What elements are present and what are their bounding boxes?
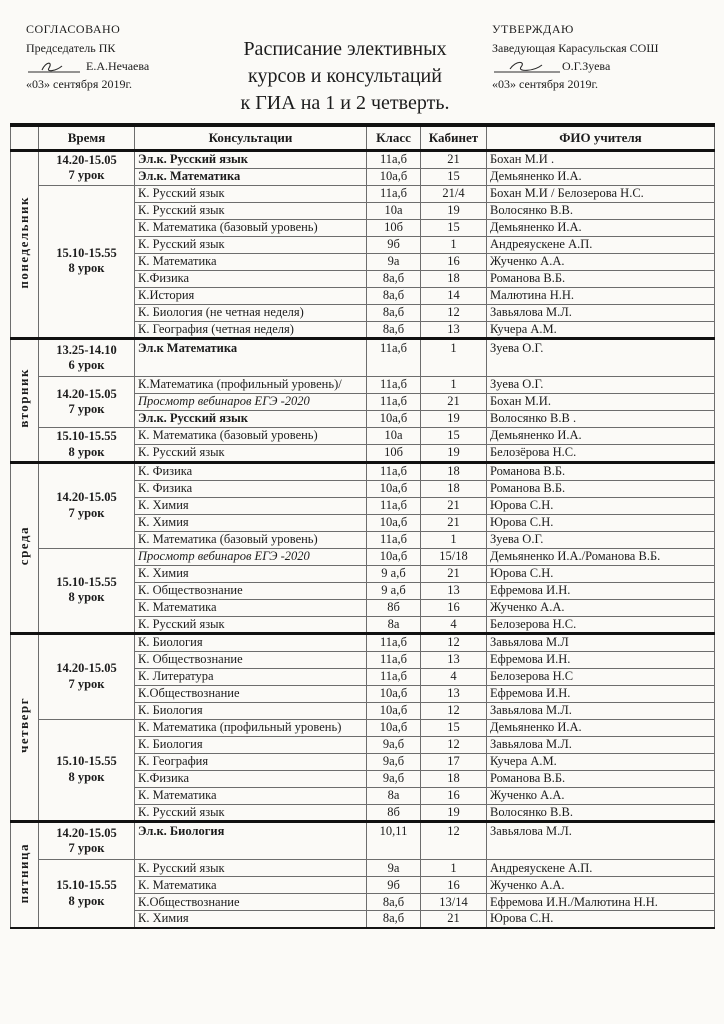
teacher-cell: Андреяускене А.П.	[487, 860, 715, 877]
room-cell: 21	[421, 514, 487, 531]
time-cell	[39, 377, 135, 428]
course-cell: К.Физика	[135, 770, 367, 787]
course-cell: К.Обществознание	[135, 685, 367, 702]
class-cell: 10а,б	[367, 480, 421, 497]
teacher-cell: Демьяненко И.А.	[487, 428, 715, 445]
course-cell: К. Математика	[135, 877, 367, 894]
class-cell: 11а,б	[367, 651, 421, 668]
schedule-row	[11, 719, 715, 736]
course-cell: Эл.к. Математика	[135, 168, 367, 185]
course-cell: К. Русский язык	[135, 616, 367, 634]
room-cell: 21	[421, 151, 487, 169]
lesson-number: 8 урок	[68, 590, 105, 605]
schedule-table	[10, 123, 715, 929]
course-cell: К. Русский язык	[135, 202, 367, 219]
room-cell: 17	[421, 753, 487, 770]
class-cell: 8а	[367, 787, 421, 804]
class-cell: 10а,б	[367, 719, 421, 736]
class-cell: 10б	[367, 445, 421, 463]
class-cell: 8а	[367, 616, 421, 634]
room-cell: 15	[421, 219, 487, 236]
room-cell: 13	[421, 582, 487, 599]
course-cell: К. Химия	[135, 565, 367, 582]
lesson-number: 7 урок	[68, 402, 105, 417]
teacher-cell: Завьялова М.Л.	[487, 736, 715, 753]
signature-left-icon	[26, 59, 82, 75]
time-cell	[39, 428, 135, 463]
col-header-class: Класс	[367, 125, 421, 151]
agreed-block	[10, 20, 198, 94]
schedule-row	[11, 151, 715, 169]
class-cell: 11а,б	[367, 377, 421, 394]
time-cell	[39, 634, 135, 720]
room-cell: 21	[421, 911, 487, 928]
course-cell: К. Математика	[135, 599, 367, 616]
teacher-cell: Романова В.Б.	[487, 480, 715, 497]
teacher-cell: Жученко А.А.	[487, 877, 715, 894]
page-title-line-3: к ГИА на 1 и 2 четверть.	[240, 92, 450, 114]
approved-role: Заведующая Карасульская СОШ	[492, 40, 659, 55]
class-cell: 8а,б	[367, 911, 421, 928]
class-cell: 10а,б	[367, 702, 421, 719]
room-cell: 19	[421, 445, 487, 463]
agreed-title: СОГЛАСОВАНО	[26, 22, 121, 36]
class-cell: 8а,б	[367, 287, 421, 304]
class-cell: 10б	[367, 219, 421, 236]
class-cell: 10а,б	[367, 411, 421, 428]
course-cell: К. Математика	[135, 787, 367, 804]
day-label: среда	[16, 526, 32, 566]
teacher-cell: Жученко А.А.	[487, 599, 715, 616]
time-range: 15.10-15.55	[56, 878, 117, 893]
schedule-row	[11, 428, 715, 445]
course-cell: Эл.к Математика	[135, 339, 367, 377]
course-cell: Эл.к. Русский язык	[135, 151, 367, 169]
teacher-cell: Романова В.Б.	[487, 462, 715, 480]
room-cell: 13	[421, 685, 487, 702]
class-cell: 11а,б	[367, 185, 421, 202]
class-cell: 11а,б	[367, 634, 421, 652]
time-cell	[39, 822, 135, 860]
room-cell: 1	[421, 339, 487, 377]
course-cell: К. Химия	[135, 497, 367, 514]
course-cell: К. Физика	[135, 480, 367, 497]
lesson-number: 8 урок	[68, 261, 105, 276]
time-range: 15.10-15.55	[56, 574, 117, 589]
teacher-cell: Белозерова Н.С.	[487, 616, 715, 634]
course-cell: Эл.к. Биология	[135, 822, 367, 860]
time-range: 14.20-15.05	[56, 825, 117, 840]
lesson-number: 7 урок	[68, 676, 105, 691]
room-cell: 13/14	[421, 894, 487, 911]
time-range: 14.20-15.05	[56, 490, 117, 505]
col-header-time: Время	[39, 125, 135, 151]
course-cell: К. География	[135, 753, 367, 770]
teacher-cell: Кучера А.М.	[487, 753, 715, 770]
class-cell: 9а	[367, 860, 421, 877]
table-header-row	[11, 125, 715, 151]
course-cell: К. Математика (базовый уровень)	[135, 531, 367, 548]
time-range: 15.10-15.55	[56, 245, 117, 260]
agreed-name: Е.А.Нечаева	[86, 58, 150, 73]
corner-cell	[11, 125, 39, 151]
class-cell: 9 а,б	[367, 565, 421, 582]
course-cell: К. Биология	[135, 634, 367, 652]
schedule-row	[11, 185, 715, 202]
room-cell: 21	[421, 394, 487, 411]
time-range: 13.25-14.10	[56, 342, 117, 357]
teacher-cell: Бохан М.И .	[487, 151, 715, 169]
room-cell: 14	[421, 287, 487, 304]
course-cell: К. Математика	[135, 253, 367, 270]
schedule-row	[11, 634, 715, 652]
schedule-row	[11, 822, 715, 860]
course-cell: К. Математика (профильный уровень)	[135, 719, 367, 736]
teacher-cell: Кучера А.М.	[487, 321, 715, 339]
teacher-cell: Демьяненко И.А.	[487, 219, 715, 236]
class-cell: 10а,б	[367, 514, 421, 531]
course-cell: К. Биология	[135, 702, 367, 719]
room-cell: 4	[421, 668, 487, 685]
course-cell: К. Литература	[135, 668, 367, 685]
teacher-cell: Ефремова И.Н.	[487, 582, 715, 599]
course-cell: К.Обществознание	[135, 894, 367, 911]
teacher-cell: Малютина Н.Н.	[487, 287, 715, 304]
teacher-cell: Зуева О.Г.	[487, 531, 715, 548]
time-cell	[39, 548, 135, 634]
day-label: понедельник	[16, 196, 32, 289]
time-range: 15.10-15.55	[56, 754, 117, 769]
teacher-cell: Завьялова М.Л	[487, 634, 715, 652]
course-cell: К. Химия	[135, 911, 367, 928]
class-cell: 10,11	[367, 822, 421, 860]
course-cell: Просмотр вебинаров ЕГЭ -2020	[135, 548, 367, 565]
agreed-date: «03» сентября 2019г.	[26, 77, 133, 92]
room-cell: 1	[421, 236, 487, 253]
course-cell: К. Русский язык	[135, 236, 367, 253]
teacher-cell: Волосянко В.В .	[487, 411, 715, 428]
lesson-number: 7 урок	[68, 841, 105, 856]
teacher-cell: Юрова С.Н.	[487, 565, 715, 582]
class-cell: 9а	[367, 253, 421, 270]
class-cell: 9б	[367, 877, 421, 894]
course-cell: Просмотр вебинаров ЕГЭ -2020	[135, 394, 367, 411]
page-title-line-1: Расписание элективных	[243, 38, 447, 60]
teacher-cell: Юрова С.Н.	[487, 497, 715, 514]
schedule-row	[11, 462, 715, 480]
time-range: 14.20-15.05	[56, 661, 117, 676]
course-cell: К.Математика (профильный уровень)/	[135, 377, 367, 394]
teacher-cell: Ефремова И.Н.	[487, 651, 715, 668]
teacher-cell: Белозёрова Н.С.	[487, 445, 715, 463]
signature-right-icon	[492, 59, 562, 75]
page-title	[198, 20, 492, 117]
room-cell: 19	[421, 202, 487, 219]
class-cell: 9б	[367, 236, 421, 253]
class-cell: 11а,б	[367, 151, 421, 169]
teacher-cell: Волосянко В.В.	[487, 202, 715, 219]
time-cell	[39, 339, 135, 377]
teacher-cell: Юрова С.Н.	[487, 911, 715, 928]
course-cell: Эл.к. Русский язык	[135, 411, 367, 428]
class-cell: 11а,б	[367, 394, 421, 411]
approved-signature-row	[492, 57, 714, 75]
room-cell: 13	[421, 651, 487, 668]
room-cell: 1	[421, 377, 487, 394]
teacher-cell: Андреяускене А.П.	[487, 236, 715, 253]
agreed-signature-row	[26, 57, 198, 75]
approved-title: УТВЕРЖДАЮ	[492, 22, 574, 36]
day-cell	[11, 151, 39, 339]
class-cell: 8а,б	[367, 270, 421, 287]
course-cell: К. Русский язык	[135, 860, 367, 877]
teacher-cell: Завьялова М.Л.	[487, 304, 715, 321]
course-cell: К. География (четная неделя)	[135, 321, 367, 339]
teacher-cell: Белозерова Н.С	[487, 668, 715, 685]
day-cell	[11, 462, 39, 633]
class-cell: 11а,б	[367, 668, 421, 685]
course-cell: К. Русский язык	[135, 185, 367, 202]
course-cell: К.Физика	[135, 270, 367, 287]
room-cell: 12	[421, 702, 487, 719]
approved-block	[492, 20, 714, 94]
class-cell: 10а,б	[367, 685, 421, 702]
course-cell: К. Обществознание	[135, 651, 367, 668]
class-cell: 8б	[367, 804, 421, 822]
day-cell	[11, 634, 39, 822]
room-cell: 12	[421, 304, 487, 321]
room-cell: 1	[421, 860, 487, 877]
time-range: 15.10-15.55	[56, 428, 117, 443]
course-cell: К. Химия	[135, 514, 367, 531]
col-header-room: Кабинет	[421, 125, 487, 151]
time-cell	[39, 860, 135, 928]
room-cell: 1	[421, 531, 487, 548]
room-cell: 16	[421, 253, 487, 270]
room-cell: 18	[421, 462, 487, 480]
course-cell: К. Физика	[135, 462, 367, 480]
class-cell: 11а,б	[367, 531, 421, 548]
room-cell: 15	[421, 168, 487, 185]
room-cell: 19	[421, 804, 487, 822]
teacher-cell: Демьяненко И.А./Романова В.Б.	[487, 548, 715, 565]
class-cell: 9а,б	[367, 736, 421, 753]
teacher-cell: Бохан М.И.	[487, 394, 715, 411]
room-cell: 18	[421, 480, 487, 497]
teacher-cell: Романова В.Б.	[487, 270, 715, 287]
time-cell	[39, 719, 135, 822]
teacher-cell: Волосянко В.В.	[487, 804, 715, 822]
teacher-cell: Завьялова М.Л.	[487, 822, 715, 860]
room-cell: 21/4	[421, 185, 487, 202]
teacher-cell: Зуева О.Г.	[487, 339, 715, 377]
day-label: пятница	[16, 842, 32, 904]
lesson-number: 8 урок	[68, 770, 105, 785]
lesson-number: 8 урок	[68, 444, 105, 459]
approved-name: О.Г.Зуева	[562, 58, 611, 73]
room-cell: 16	[421, 599, 487, 616]
teacher-cell: Романова В.Б.	[487, 770, 715, 787]
class-cell: 10а	[367, 202, 421, 219]
schedule-row	[11, 548, 715, 565]
agreed-role: Председатель ПК	[26, 40, 116, 55]
day-cell	[11, 339, 39, 463]
col-header-course: Консультации	[135, 125, 367, 151]
room-cell: 13	[421, 321, 487, 339]
course-cell: К.История	[135, 287, 367, 304]
class-cell: 11а,б	[367, 339, 421, 377]
class-cell: 8б	[367, 599, 421, 616]
time-cell	[39, 462, 135, 548]
room-cell: 15	[421, 428, 487, 445]
approved-date: «03» сентября 2019г.	[492, 77, 599, 92]
course-cell: К. Обществознание	[135, 582, 367, 599]
class-cell: 9а,б	[367, 753, 421, 770]
time-cell	[39, 185, 135, 339]
course-cell: К. Биология	[135, 736, 367, 753]
course-cell: К. Русский язык	[135, 445, 367, 463]
teacher-cell: Ефремова И.Н./Малютина Н.Н.	[487, 894, 715, 911]
day-label: вторник	[16, 368, 32, 429]
course-cell: К. Математика (базовый уровень)	[135, 428, 367, 445]
lesson-number: 7 урок	[68, 505, 105, 520]
teacher-cell: Жученко А.А.	[487, 787, 715, 804]
class-cell: 8а,б	[367, 321, 421, 339]
time-range: 14.20-15.05	[56, 386, 117, 401]
teacher-cell: Завьялова М.Л.	[487, 702, 715, 719]
time-range: 14.20-15.05	[56, 152, 117, 167]
room-cell: 12	[421, 634, 487, 652]
lesson-number: 7 урок	[68, 168, 105, 183]
lesson-number: 6 урок	[68, 358, 105, 373]
class-cell: 10а,б	[367, 548, 421, 565]
day-label: четверг	[16, 697, 32, 754]
teacher-cell: Ефремова И.Н.	[487, 685, 715, 702]
room-cell: 18	[421, 270, 487, 287]
teacher-cell: Бохан М.И / Белозерова Н.С.	[487, 185, 715, 202]
course-cell: К. Математика (базовый уровень)	[135, 219, 367, 236]
room-cell: 16	[421, 787, 487, 804]
class-cell: 9а,б	[367, 770, 421, 787]
class-cell: 10а	[367, 428, 421, 445]
class-cell: 10а,б	[367, 168, 421, 185]
teacher-cell: Демьяненко И.А.	[487, 719, 715, 736]
day-cell	[11, 822, 39, 928]
col-header-teacher: ФИО учителя	[487, 125, 715, 151]
course-cell: К. Русский язык	[135, 804, 367, 822]
teacher-cell: Демьяненко И.А.	[487, 168, 715, 185]
room-cell: 15	[421, 719, 487, 736]
class-cell: 8а,б	[367, 894, 421, 911]
document-header	[10, 20, 714, 117]
page-title-line-2: курсов и консультаций	[248, 65, 442, 87]
room-cell: 4	[421, 616, 487, 634]
room-cell: 21	[421, 497, 487, 514]
room-cell: 12	[421, 736, 487, 753]
room-cell: 18	[421, 770, 487, 787]
class-cell: 11а,б	[367, 497, 421, 514]
room-cell: 19	[421, 411, 487, 428]
schedule-row	[11, 377, 715, 394]
class-cell: 11а,б	[367, 462, 421, 480]
room-cell: 21	[421, 565, 487, 582]
class-cell: 8а,б	[367, 304, 421, 321]
teacher-cell: Юрова С.Н.	[487, 514, 715, 531]
room-cell: 16	[421, 877, 487, 894]
room-cell: 12	[421, 822, 487, 860]
time-cell	[39, 151, 135, 186]
schedule-row	[11, 339, 715, 377]
schedule-body	[11, 151, 715, 929]
teacher-cell: Зуева О.Г.	[487, 377, 715, 394]
schedule-row	[11, 860, 715, 877]
room-cell: 15/18	[421, 548, 487, 565]
class-cell: 9 а,б	[367, 582, 421, 599]
lesson-number: 8 урок	[68, 893, 105, 908]
teacher-cell: Жученко А.А.	[487, 253, 715, 270]
course-cell: К. Биология (не четная неделя)	[135, 304, 367, 321]
